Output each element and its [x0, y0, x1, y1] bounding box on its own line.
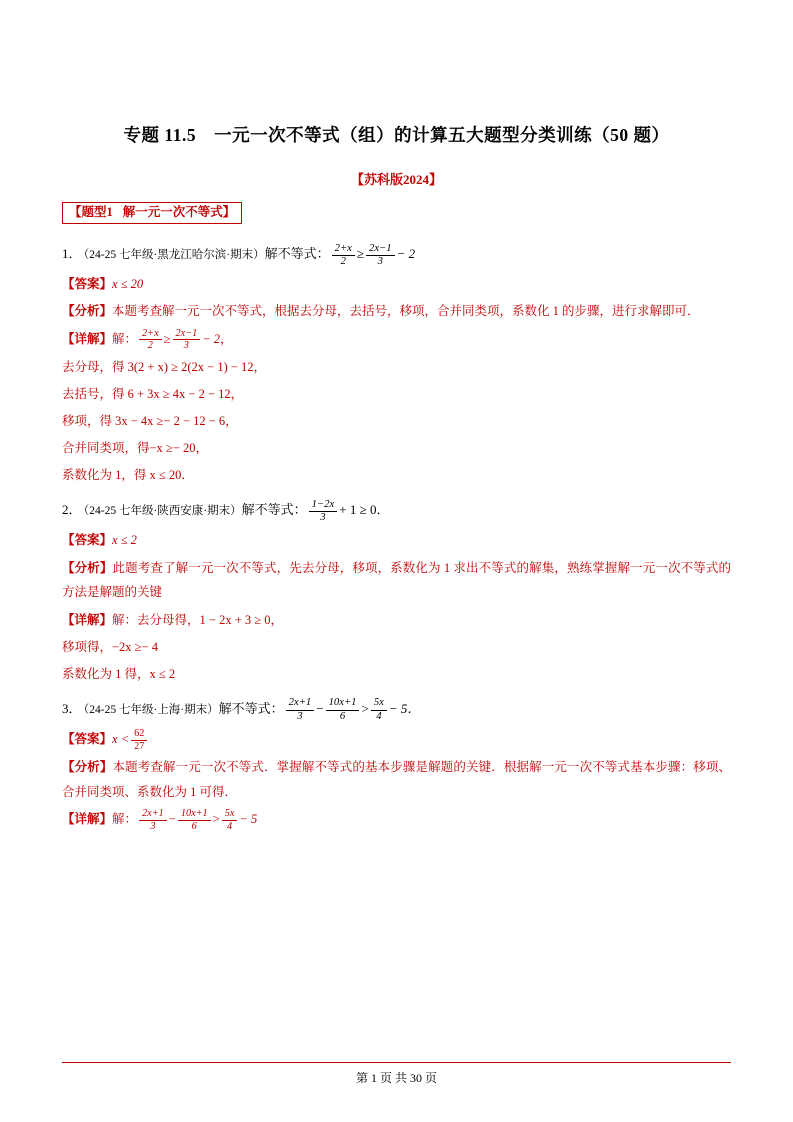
fraction: $\frac{5x}{4}$ — [222, 808, 238, 833]
answer-line — [62, 727, 731, 752]
expression-tail: − 2 — [396, 246, 416, 261]
solution-step: 系数化为 1，得 x ≤ 20． — [62, 468, 194, 483]
question-line — [62, 242, 731, 268]
solution-step: 移项，得 3x − 4x ≥− 2 − 12 − 6， — [62, 414, 238, 429]
fraction: $\frac{1-2x}{3}$ — [309, 499, 338, 525]
solution-expression — [137, 807, 258, 832]
solution-step: 移项得，−2x ≥− 4 — [62, 639, 158, 654]
question-prompt: 解不等式： — [218, 700, 284, 716]
analysis-text: 本题考查解一元一次不等式．掌握解不等式的基本步骤是解题的关键．根据解一元一次不等式基本步骤：移项、合并同类项、系数化为 1 可得． — [62, 760, 731, 799]
question-prompt: 解不等式： — [241, 502, 307, 518]
page-title: 专题 11.5 一元一次不等式（组）的计算五大题型分类训练（50 题） — [123, 125, 670, 145]
solution-prefix: 解：去分母得，1 − 2x + 3 ≥ 0， — [112, 612, 283, 627]
solution-line — [62, 608, 731, 632]
fraction: $\frac{2+x}{2}$ — [332, 243, 355, 269]
analysis-line — [62, 755, 731, 804]
page-number: 第 1 页 共 30 页 — [355, 1071, 437, 1085]
solution-prefix: 解： — [112, 812, 138, 827]
analysis-line — [62, 556, 731, 605]
analysis-label: 【分析】 — [62, 304, 113, 319]
solution-step: 合并同类项，得−x ≥− 20， — [62, 441, 208, 456]
fraction: $\frac{2x-1}{3}$ — [173, 328, 201, 353]
page-footer — [62, 1062, 731, 1086]
question-meta: （24-25 七年级·黑龙江哈尔滨·期末） — [83, 249, 265, 261]
expression-tail: − 5． — [388, 700, 421, 716]
solution-expression: $\frac{2+x}{2}$ ≥ $\frac{2x-1}{3}$ − 2， — [137, 332, 233, 346]
analysis-label: 【分析】 — [62, 560, 113, 575]
relation-symbol: ≥ — [163, 331, 171, 346]
solution-label: 【详解】 — [62, 612, 113, 627]
operator: − — [168, 812, 176, 827]
question-number: 1． — [62, 246, 82, 261]
relation-symbol: > — [212, 812, 220, 827]
question-expression — [330, 242, 416, 267]
question-number: 3． — [62, 700, 82, 716]
solution-step: 去分母，得 3(2 + x) ≥ 2(2x − 1) − 12， — [62, 360, 267, 375]
edition-label: 【苏科版2024】 — [350, 172, 442, 187]
relation-symbol: ≥ — [356, 246, 365, 261]
answer-value: x ≤ 2 — [112, 533, 137, 548]
section-header — [62, 202, 242, 224]
solution-step: 去括号，得 6 + 3x ≥ 4x − 2 − 12， — [62, 387, 244, 402]
answer-label: 【答案】 — [62, 277, 113, 292]
fraction: $\frac{2x-1}{3}$ — [366, 243, 395, 269]
solution-line — [62, 327, 731, 352]
question-meta: （24-25 七年级·上海·期末） — [83, 703, 219, 716]
solution-line — [62, 807, 731, 832]
analysis-text: 此题考查了解一元一次不等式，先去分母，移项，系数化为 1 求出不等式的解集，熟练掌握解一元一次不等式的方法是解题的关键 — [62, 560, 731, 600]
solution-step: 系数化为 1 得，x ≤ 2 — [62, 666, 176, 681]
fraction: $\frac{62}{27}$ — [131, 728, 147, 753]
relation-symbol: > — [361, 700, 369, 716]
expression-tail: + 1 ≥ 0． — [339, 502, 390, 518]
question-expression — [307, 498, 390, 524]
operator: − — [316, 700, 324, 716]
analysis-label: 【分析】 — [62, 760, 113, 775]
question-line — [62, 498, 731, 524]
analysis-line — [62, 299, 731, 323]
fraction: $\frac{2+x}{2}$ — [139, 328, 162, 353]
answer-line — [62, 528, 731, 552]
question-meta: （24-25 七年级·陕西安康·期末） — [83, 505, 242, 518]
expression-tail: − 5 — [239, 812, 258, 827]
solution-prefix: 解： — [112, 331, 138, 346]
answer-label: 【答案】 — [62, 731, 113, 746]
answer-value: x ≤ 20 — [112, 277, 144, 292]
fraction: $\frac{10x+1}{6}$ — [326, 697, 360, 723]
solution-label: 【详解】 — [62, 331, 113, 346]
answer-value: x < — [112, 731, 130, 746]
solution-label: 【详解】 — [62, 812, 113, 827]
fraction: $\frac{2x+1}{3}$ — [286, 697, 315, 723]
fraction: $\frac{5x}{4}$ — [371, 697, 387, 723]
analysis-text: 本题考查解一元一次不等式，根据去分母，去括号，移项，合并同类项，系数化 1 的步骤，进行求解即可． — [112, 304, 700, 319]
fraction: $\frac{10x+1}{6}$ — [178, 808, 211, 833]
fraction: $\frac{2x+1}{3}$ — [139, 808, 167, 833]
section-index: 【题型1 — [69, 205, 113, 219]
answer-label: 【答案】 — [62, 533, 113, 548]
expression-tail: − 2 — [202, 331, 221, 346]
question-prompt: 解不等式： — [264, 246, 330, 261]
question-number: 2． — [62, 502, 82, 518]
section-name: 解一元一次不等式】 — [122, 205, 236, 219]
question-expression — [284, 697, 421, 722]
question-line — [62, 697, 731, 723]
answer-line — [62, 272, 731, 296]
